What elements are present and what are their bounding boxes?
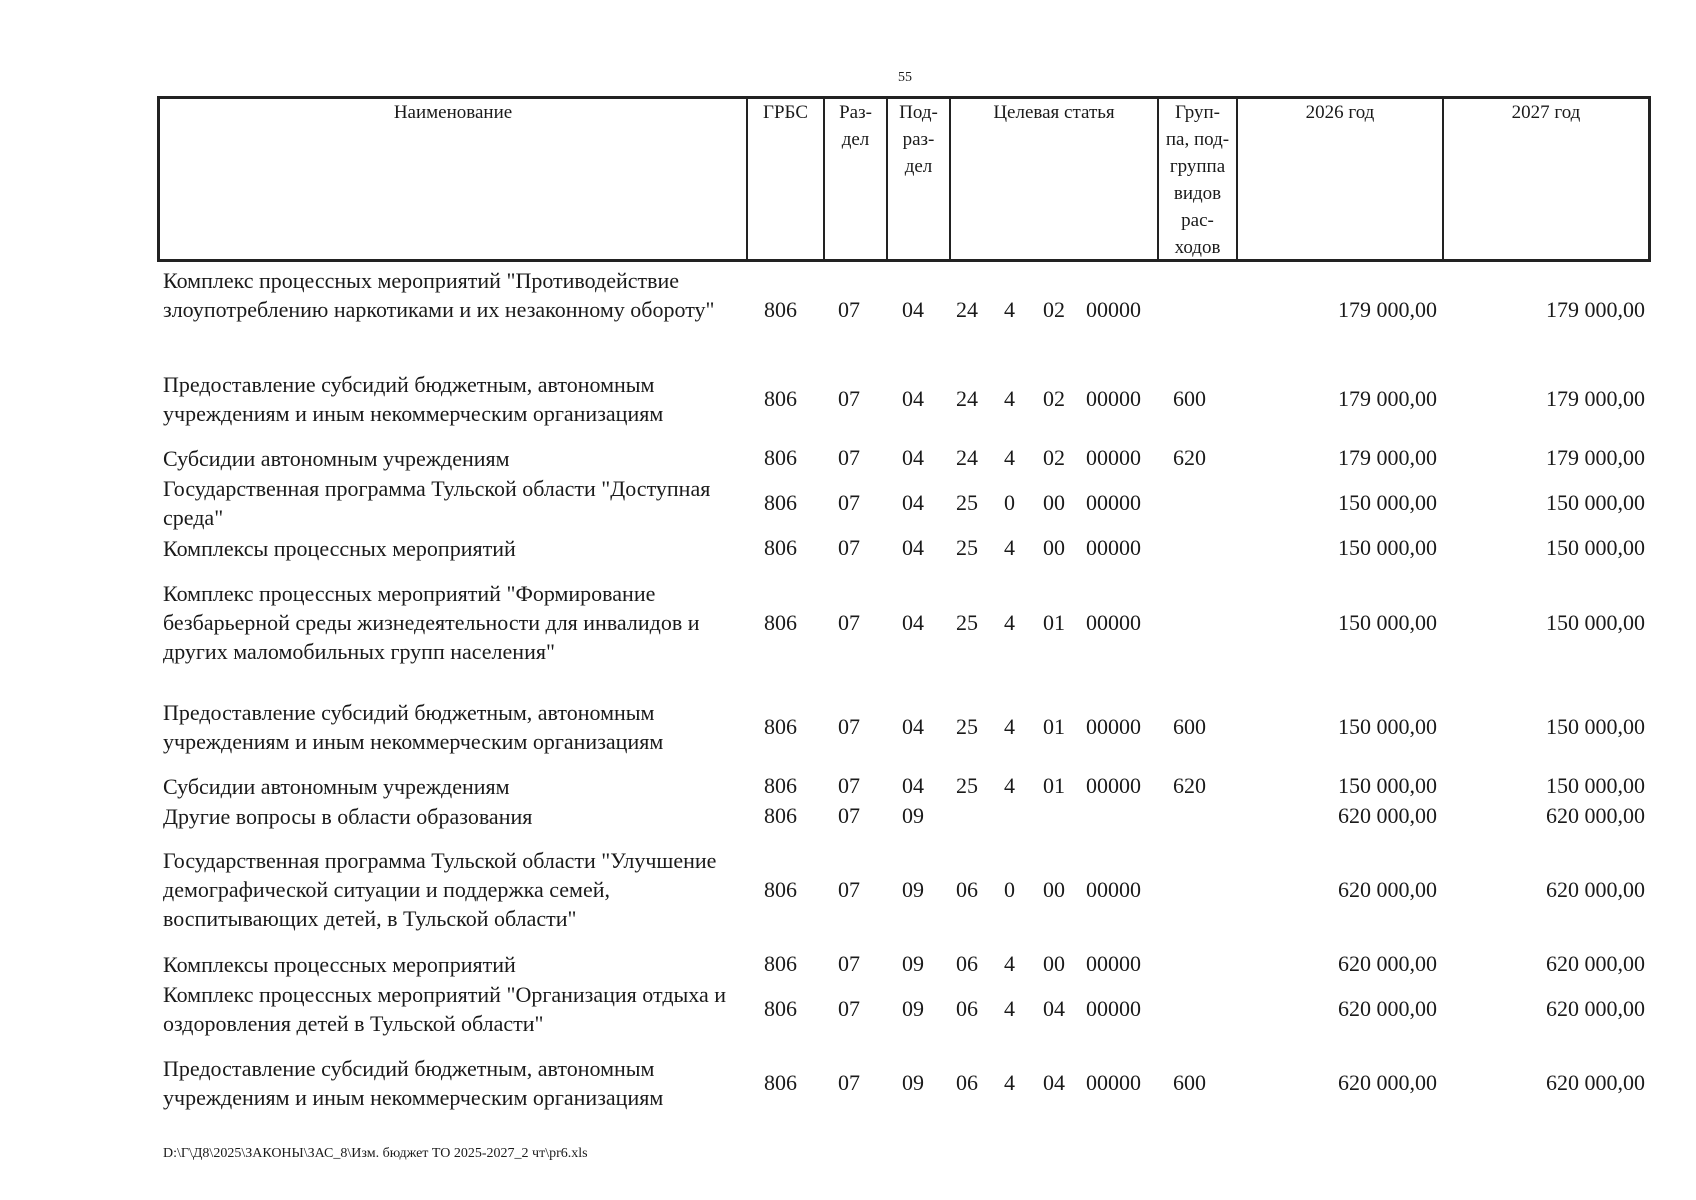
row-target-element: 02 — [1043, 445, 1065, 470]
row-target-program: 06 — [956, 877, 978, 902]
row-2026: 150 000,00 — [1338, 490, 1437, 515]
row-grbs: 806 — [764, 490, 797, 515]
row-target-type: 4 — [1004, 386, 1015, 411]
table-row — [0, 579, 1696, 671]
row-target-direction: 00000 — [1086, 297, 1141, 322]
header-name: Наименование — [393, 102, 513, 123]
row-2026: 179 000,00 — [1338, 386, 1437, 411]
row-grbs: 806 — [764, 386, 797, 411]
row-2026: 620 000,00 — [1338, 803, 1437, 828]
row-target-direction: 00000 — [1086, 877, 1141, 902]
row-2026: 179 000,00 — [1338, 297, 1437, 322]
table-row — [0, 846, 1696, 936]
row-target-direction: 00000 — [1086, 386, 1141, 411]
row-target-type: 4 — [1004, 714, 1015, 739]
table-row — [0, 772, 1696, 802]
row-grbs: 806 — [764, 1070, 797, 1095]
row-grbs: 806 — [764, 297, 797, 322]
row-target-program: 06 — [956, 996, 978, 1021]
row-target-type: 4 — [1004, 1070, 1015, 1095]
row-2027: 150 000,00 — [1546, 610, 1645, 635]
row-razdel: 07 — [838, 535, 860, 560]
header-razdel: Раз- дел — [839, 102, 872, 150]
row-target-element: 04 — [1043, 1070, 1065, 1095]
row-target-direction: 00000 — [1086, 773, 1141, 798]
row-target-program: 25 — [956, 773, 978, 798]
row-target-direction: 00000 — [1086, 714, 1141, 739]
row-podrazdel: 04 — [902, 535, 924, 560]
row-2027: 179 000,00 — [1546, 297, 1645, 322]
row-grbs: 806 — [764, 535, 797, 560]
row-target-element: 04 — [1043, 996, 1065, 1021]
row-name: Субсидии автономным учреждениям — [163, 774, 510, 799]
header-group: Груп- па, под- группа видов рас- ходов — [1165, 102, 1230, 258]
row-podrazdel: 04 — [902, 445, 924, 470]
row-name: Предоставление субсидий бюджетным, автономным учреждениям и иным некоммерческим организациям — [163, 1056, 664, 1110]
row-target-program: 24 — [956, 386, 978, 411]
row-2026: 620 000,00 — [1338, 1070, 1437, 1095]
row-target-element: 01 — [1043, 773, 1065, 798]
row-podrazdel: 09 — [902, 996, 924, 1021]
row-2026: 179 000,00 — [1338, 445, 1437, 470]
row-name: Государственная программа Тульской области "Доступная среда" — [163, 476, 711, 530]
row-2027: 179 000,00 — [1546, 386, 1645, 411]
row-target-element: 01 — [1043, 714, 1065, 739]
row-grbs: 806 — [764, 773, 797, 798]
row-2027: 150 000,00 — [1546, 773, 1645, 798]
table-row — [0, 1054, 1696, 1114]
row-target-element: 01 — [1043, 610, 1065, 635]
row-2027: 150 000,00 — [1546, 714, 1645, 739]
row-razdel: 07 — [838, 1070, 860, 1095]
table-header — [157, 96, 1651, 262]
row-name: Другие вопросы в области образования — [163, 804, 533, 829]
row-target-program: 24 — [956, 297, 978, 322]
row-podrazdel: 04 — [902, 610, 924, 635]
row-razdel: 07 — [838, 877, 860, 902]
row-razdel: 07 — [838, 803, 860, 828]
row-target-type: 4 — [1004, 610, 1015, 635]
row-razdel: 07 — [838, 773, 860, 798]
row-razdel: 07 — [838, 996, 860, 1021]
row-razdel: 07 — [838, 714, 860, 739]
row-target-direction: 00000 — [1086, 996, 1141, 1021]
row-2027: 150 000,00 — [1546, 535, 1645, 560]
row-name: Предоставление субсидий бюджетным, автономным учреждениям и иным некоммерческим организациям — [163, 372, 664, 426]
row-name: Комплекс процессных мероприятий "Формирование безбарьерной среды жизнедеятельности для инвалидов и других маломобильных групп населения" — [163, 581, 700, 664]
row-podrazdel: 04 — [902, 714, 924, 739]
row-target-direction: 00000 — [1086, 1070, 1141, 1095]
row-group: 600 — [1173, 386, 1206, 411]
table-row — [0, 266, 1696, 356]
header-podrazdel: Под- раз- дел — [899, 102, 938, 177]
row-name: Комплексы процессных мероприятий — [163, 952, 516, 977]
row-grbs: 806 — [764, 996, 797, 1021]
row-grbs: 806 — [764, 877, 797, 902]
row-name: Субсидии автономным учреждениям — [163, 446, 510, 471]
table-row — [0, 980, 1696, 1040]
row-grbs: 806 — [764, 714, 797, 739]
row-target-element: 00 — [1043, 951, 1065, 976]
row-target-type: 0 — [1004, 490, 1015, 515]
header-target: Целевая статья — [993, 102, 1115, 123]
row-2027: 620 000,00 — [1546, 1070, 1645, 1095]
row-name: Комплекс процессных мероприятий "Противодействие злоупотреблению наркотиками и их незаконному обороту" — [163, 268, 715, 322]
row-2027: 179 000,00 — [1546, 445, 1645, 470]
row-2027: 620 000,00 — [1546, 877, 1645, 902]
row-target-program: 06 — [956, 1070, 978, 1095]
table-row — [0, 698, 1696, 758]
row-name: Комплексы процессных мероприятий — [163, 536, 516, 561]
row-2027: 620 000,00 — [1546, 803, 1645, 828]
row-2027: 620 000,00 — [1546, 996, 1645, 1021]
row-target-program: 25 — [956, 490, 978, 515]
row-target-element: 02 — [1043, 386, 1065, 411]
row-razdel: 07 — [838, 297, 860, 322]
row-2027: 620 000,00 — [1546, 951, 1645, 976]
row-razdel: 07 — [838, 445, 860, 470]
row-podrazdel: 04 — [902, 297, 924, 322]
row-target-element: 00 — [1043, 535, 1065, 560]
row-target-element: 00 — [1043, 490, 1065, 515]
row-podrazdel: 09 — [902, 877, 924, 902]
row-2026: 150 000,00 — [1338, 610, 1437, 635]
header-2027: 2027 год — [1511, 102, 1581, 123]
row-razdel: 07 — [838, 610, 860, 635]
row-name: Государственная программа Тульской области "Улучшение демографической ситуации и поддержка семей, воспитывающих детей, в Тульской области" — [163, 848, 717, 931]
row-razdel: 07 — [838, 951, 860, 976]
row-podrazdel: 04 — [902, 490, 924, 515]
row-razdel: 07 — [838, 490, 860, 515]
row-target-type: 4 — [1004, 996, 1015, 1021]
row-podrazdel: 09 — [902, 951, 924, 976]
row-target-program: 25 — [956, 535, 978, 560]
row-grbs: 806 — [764, 951, 797, 976]
row-podrazdel: 04 — [902, 773, 924, 798]
row-2027: 150 000,00 — [1546, 490, 1645, 515]
row-target-direction: 00000 — [1086, 610, 1141, 635]
row-podrazdel: 04 — [902, 386, 924, 411]
header-2026: 2026 год — [1305, 102, 1375, 123]
row-2026: 620 000,00 — [1338, 877, 1437, 902]
row-razdel: 07 — [838, 386, 860, 411]
row-2026: 620 000,00 — [1338, 951, 1437, 976]
row-target-element: 02 — [1043, 297, 1065, 322]
row-2026: 150 000,00 — [1338, 535, 1437, 560]
file-path-footer: D:\Г\Д8\2025\ЗАКОНЫ\ЗАС_8\Изм. бюджет ТО 2025-2027_2 чт\pr6.xls — [163, 1146, 588, 1161]
row-target-direction: 00000 — [1086, 490, 1141, 515]
row-target-direction: 00000 — [1086, 951, 1141, 976]
row-2026: 150 000,00 — [1338, 714, 1437, 739]
page-number: 55 — [898, 70, 912, 85]
row-target-program: 24 — [956, 445, 978, 470]
table-row — [0, 802, 1696, 832]
row-name: Комплекс процессных мероприятий "Организация отдыха и оздоровления детей в Тульской области" — [163, 982, 727, 1036]
table-row — [0, 950, 1696, 980]
row-target-direction: 00000 — [1086, 535, 1141, 560]
header-grbs: ГРБС — [762, 102, 808, 123]
row-target-program: 06 — [956, 951, 978, 976]
table-row — [0, 370, 1696, 430]
row-target-direction: 00000 — [1086, 445, 1141, 470]
row-2026: 620 000,00 — [1338, 996, 1437, 1021]
row-target-type: 0 — [1004, 877, 1015, 902]
row-target-type: 4 — [1004, 951, 1015, 976]
row-group: 600 — [1173, 1070, 1206, 1095]
row-grbs: 806 — [764, 610, 797, 635]
row-grbs: 806 — [764, 803, 797, 828]
row-name: Предоставление субсидий бюджетным, автономным учреждениям и иным некоммерческим организациям — [163, 700, 664, 754]
row-podrazdel: 09 — [902, 803, 924, 828]
row-grbs: 806 — [764, 445, 797, 470]
row-podrazdel: 09 — [902, 1070, 924, 1095]
row-group: 620 — [1173, 445, 1206, 470]
row-target-type: 4 — [1004, 445, 1015, 470]
row-target-element: 00 — [1043, 877, 1065, 902]
row-target-type: 4 — [1004, 297, 1015, 322]
row-target-program: 25 — [956, 610, 978, 635]
row-group: 620 — [1173, 773, 1206, 798]
table-row — [0, 534, 1696, 564]
row-2026: 150 000,00 — [1338, 773, 1437, 798]
table-row — [0, 444, 1696, 474]
table-row — [0, 474, 1696, 534]
row-target-type: 4 — [1004, 535, 1015, 560]
row-target-type: 4 — [1004, 773, 1015, 798]
row-group: 600 — [1173, 714, 1206, 739]
row-target-program: 25 — [956, 714, 978, 739]
